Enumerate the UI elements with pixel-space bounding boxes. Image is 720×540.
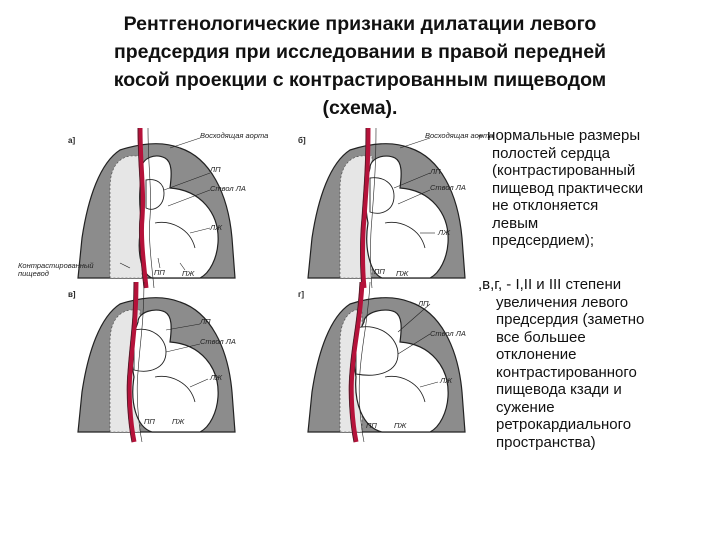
label-ascending-aorta: Восходящая аорта xyxy=(425,131,494,140)
title-line: предсердия при исследовании в правой передней xyxy=(113,41,607,63)
label-pzh: ПЖ xyxy=(396,269,409,278)
label-pp: ПП xyxy=(366,421,377,430)
title-line: косой проекции с контрастированным пищеводом xyxy=(113,69,607,91)
label-la-trunk: Ствол ЛА xyxy=(210,184,246,193)
panel-letter: г] xyxy=(298,290,304,299)
description-normal xyxy=(478,127,643,250)
description-line: отклонение xyxy=(496,346,577,363)
panel-letter: а] xyxy=(68,136,76,145)
description-line: пищевода кзади и xyxy=(496,381,622,398)
description-line: не отклоняется xyxy=(492,197,599,214)
label-lzh: ЛЖ xyxy=(440,376,453,385)
diagram-panel-g xyxy=(290,282,500,452)
diagram-panel-v xyxy=(60,282,270,452)
label-la-trunk: Ствол ЛА xyxy=(430,183,466,192)
description-line: ретрокардиального xyxy=(496,416,632,433)
description-dilation-degrees xyxy=(478,276,644,451)
label-pzh: ПЖ xyxy=(172,417,185,426)
description-line: все большее xyxy=(496,328,586,346)
description-line: предсердия (заметно xyxy=(496,311,645,328)
label-contrasted-esophagus: Контрастированный пищевод xyxy=(18,261,94,278)
label-pzh: ПЖ xyxy=(182,269,195,278)
label-lp: ЛП xyxy=(418,299,429,308)
description-line: левым xyxy=(492,214,539,232)
description-line: пространства) xyxy=(496,433,596,451)
title-line: (схема). xyxy=(322,97,398,119)
label-pzh: ПЖ xyxy=(394,421,407,430)
description-line: (контрастированный xyxy=(492,162,636,179)
description-line: увеличения левого xyxy=(496,293,629,311)
description-line: предсердием); xyxy=(492,232,595,249)
label-ascending-aorta: Восходящая аорта xyxy=(200,131,269,140)
slide-title xyxy=(20,10,700,122)
label-lp: ЛП xyxy=(430,167,441,176)
description-line: контрастированного xyxy=(496,363,637,381)
diagram-panel-a xyxy=(18,128,270,298)
description-line: пищевод практически xyxy=(492,179,644,197)
label-la-trunk: Ствол ЛА xyxy=(430,329,466,338)
description-line: ,в,г, - I,II и III степени xyxy=(478,276,622,293)
description-line: полостей сердца xyxy=(492,144,611,162)
description-line: - нормальные размеры xyxy=(478,127,641,144)
panel-letter: в] xyxy=(68,290,76,299)
label-pp: ПП xyxy=(374,267,385,276)
label-lzh: ЛЖ xyxy=(438,228,451,237)
label-pp: ПП xyxy=(154,268,165,277)
label-pp: ПП xyxy=(144,417,155,426)
heart-xray-diagram-b xyxy=(290,128,500,298)
diagram-panel-b xyxy=(290,128,500,298)
label-la-trunk: Ствол ЛА xyxy=(200,337,236,346)
panel-letter: б] xyxy=(298,136,306,145)
label-lp: ЛП xyxy=(200,317,211,326)
label-lzh: ЛЖ xyxy=(210,373,223,382)
heart-xray-diagram-v xyxy=(60,282,270,452)
description-line: сужение xyxy=(496,398,555,416)
title-line: Рентгенологические признаки дилатации левого xyxy=(123,13,597,35)
label-lp: ЛП xyxy=(210,165,221,174)
label-lzh: ЛЖ xyxy=(210,223,223,232)
